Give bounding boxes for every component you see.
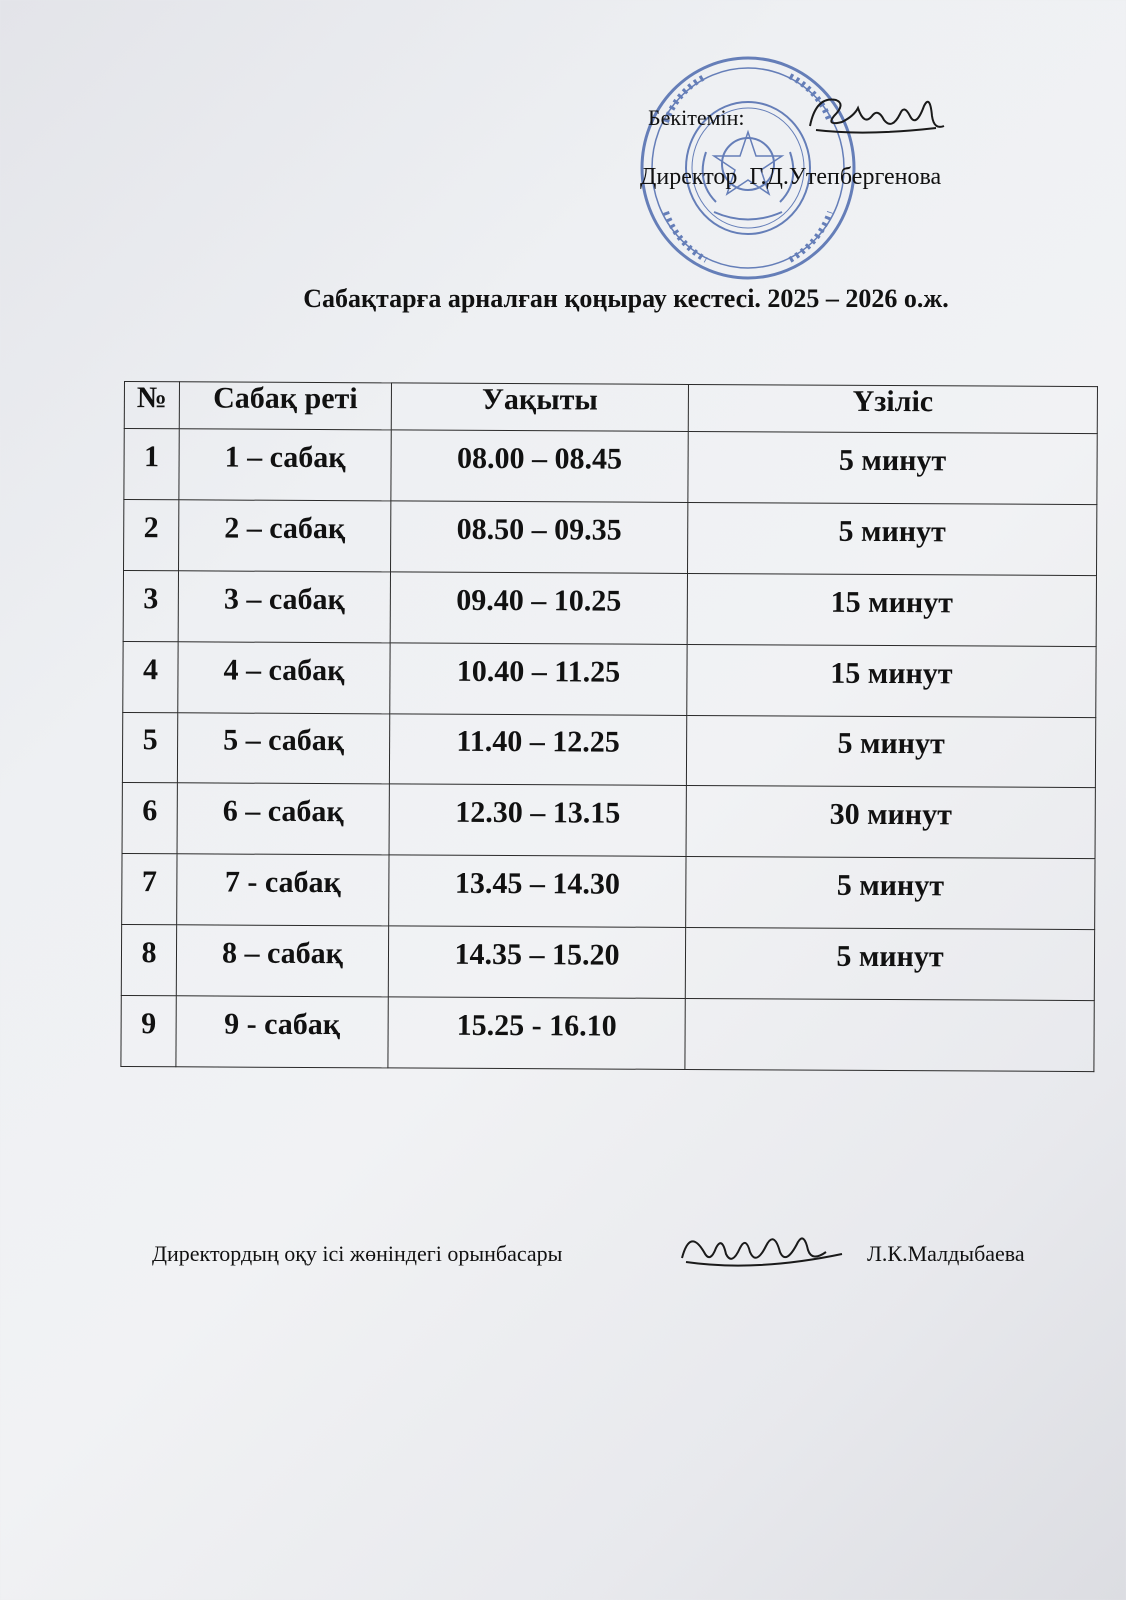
table-row: [123, 641, 1096, 717]
header-lesson-order: Сабақ реті: [179, 382, 391, 430]
lesson-time: 10.40 – 11.25: [390, 643, 687, 715]
document-title: Сабақтарға арналған қоңырау кестесі. 2025 – 2026 о.ж.: [303, 284, 949, 313]
lesson-order: 9 - сабақ: [176, 996, 388, 1068]
table-row: [121, 925, 1094, 1001]
lesson-time: 14.35 – 15.20: [388, 926, 685, 998]
header-break: Үзіліс: [688, 384, 1097, 433]
row-number: 8: [121, 925, 176, 996]
break-duration: [685, 998, 1094, 1071]
lesson-order: 3 – сабақ: [178, 571, 390, 643]
row-number: 9: [121, 995, 176, 1066]
row-number: 4: [123, 641, 178, 712]
director-line: Директор Г.Д.Утепбергенова: [640, 164, 942, 190]
break-duration: 15 минут: [687, 644, 1096, 717]
row-number: 6: [122, 783, 177, 854]
table-header-row: [124, 382, 1097, 434]
table-row: [124, 429, 1097, 505]
break-duration: 5 минут: [685, 928, 1094, 1001]
row-number: 1: [124, 429, 179, 500]
table-row: [122, 854, 1095, 930]
break-duration: 15 минут: [687, 573, 1096, 646]
lesson-time: 13.45 – 14.30: [389, 855, 686, 927]
lesson-order: 8 – сабақ: [176, 925, 388, 997]
lesson-order: 6 – сабақ: [177, 783, 389, 855]
header-number: №: [124, 382, 179, 429]
lesson-order: 4 – сабақ: [178, 641, 390, 713]
break-duration: 5 минут: [686, 715, 1095, 788]
deputy-title: Директордың оқу ісі жөніндегі орынбасары: [152, 1241, 563, 1266]
bell-schedule-table: [120, 381, 1098, 1072]
row-number: 3: [123, 570, 178, 641]
lesson-time: 08.00 – 08.45: [391, 430, 688, 502]
lesson-order: 5 – сабақ: [177, 712, 389, 784]
table-row: [123, 570, 1096, 646]
lesson-time: 15.25 - 16.10: [388, 997, 685, 1070]
table-row: [122, 712, 1095, 788]
lesson-order: 2 – сабақ: [179, 500, 391, 572]
table-row: [122, 783, 1095, 859]
lesson-time: 11.40 – 12.25: [389, 713, 686, 785]
break-duration: 30 минут: [686, 786, 1095, 859]
lesson-time: 08.50 – 09.35: [391, 501, 688, 573]
lesson-time: 09.40 – 10.25: [390, 572, 687, 644]
break-duration: 5 минут: [688, 502, 1097, 575]
row-number: 2: [124, 499, 179, 570]
row-number: 5: [122, 712, 177, 783]
lesson-time: 12.30 – 13.15: [389, 784, 686, 856]
table-row: [121, 995, 1094, 1071]
deputy-signature: [676, 1222, 848, 1282]
break-duration: 5 минут: [686, 857, 1095, 930]
row-number: 7: [122, 854, 177, 925]
lesson-order: 7 - сабақ: [177, 854, 389, 926]
lesson-order: 1 – сабақ: [179, 429, 391, 501]
deputy-name: Л.К.Малдыбаева: [867, 1241, 1025, 1266]
header-time: Уақыты: [391, 383, 688, 432]
approval-label: Бекітемін:: [648, 105, 745, 130]
break-duration: 5 минут: [688, 431, 1097, 504]
table-row: [124, 499, 1097, 575]
director-signature: [806, 86, 946, 150]
